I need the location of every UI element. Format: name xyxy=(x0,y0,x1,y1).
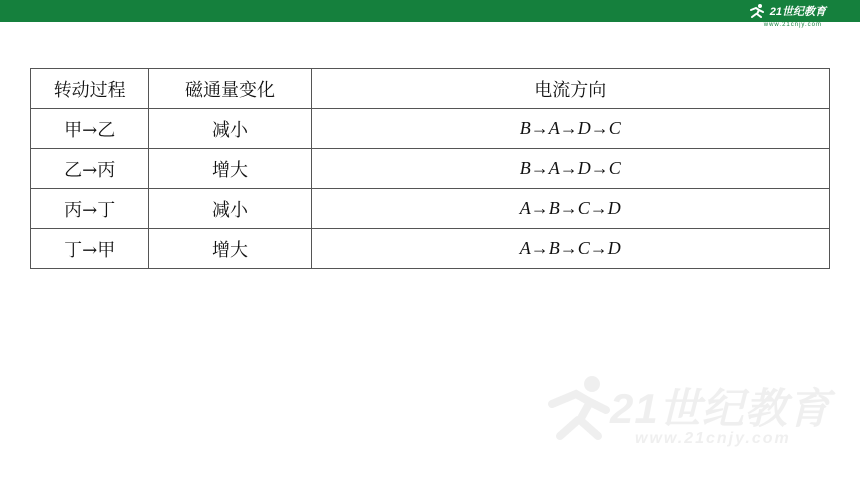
cell-current-direction: B→A→D→C xyxy=(311,109,829,149)
cell-current-direction: A→B→C→D xyxy=(311,229,829,269)
cell-flux-change: 减小 xyxy=(149,109,311,149)
brand-logo xyxy=(747,2,826,20)
brand-logo-text: 21世纪教育 xyxy=(769,6,826,18)
watermark xyxy=(540,370,840,460)
watermark-url: www.21cnjy.com xyxy=(635,430,791,447)
data-table xyxy=(30,68,830,269)
runner-icon xyxy=(747,3,767,19)
cell-current-direction: B→A→D→C xyxy=(311,149,829,189)
top-header-bar xyxy=(0,0,860,22)
column-header-rotation: 转动过程 xyxy=(31,69,149,109)
cell-rotation: 甲→乙 xyxy=(31,109,149,149)
cell-flux-change: 增大 xyxy=(149,149,311,189)
brand-logo-url: www.21cnjy.com xyxy=(763,22,822,28)
table-row xyxy=(31,149,830,189)
watermark-text: 21世纪教育 xyxy=(610,385,831,432)
table-row xyxy=(31,109,830,149)
cell-rotation: 丙→丁 xyxy=(31,189,149,229)
cell-rotation: 丁→甲 xyxy=(31,229,149,269)
table-row xyxy=(31,189,830,229)
cell-flux-change: 减小 xyxy=(149,189,311,229)
cell-flux-change: 增大 xyxy=(149,229,311,269)
cell-current-direction: A→B→C→D xyxy=(311,189,829,229)
cell-rotation: 乙→丙 xyxy=(31,149,149,189)
column-header-flux-change: 磁通量变化 xyxy=(149,69,311,109)
table-header-row xyxy=(31,69,830,109)
table-row xyxy=(31,229,830,269)
watermark-runner-icon xyxy=(540,370,620,450)
column-header-current-direction: 电流方向 xyxy=(311,69,829,109)
